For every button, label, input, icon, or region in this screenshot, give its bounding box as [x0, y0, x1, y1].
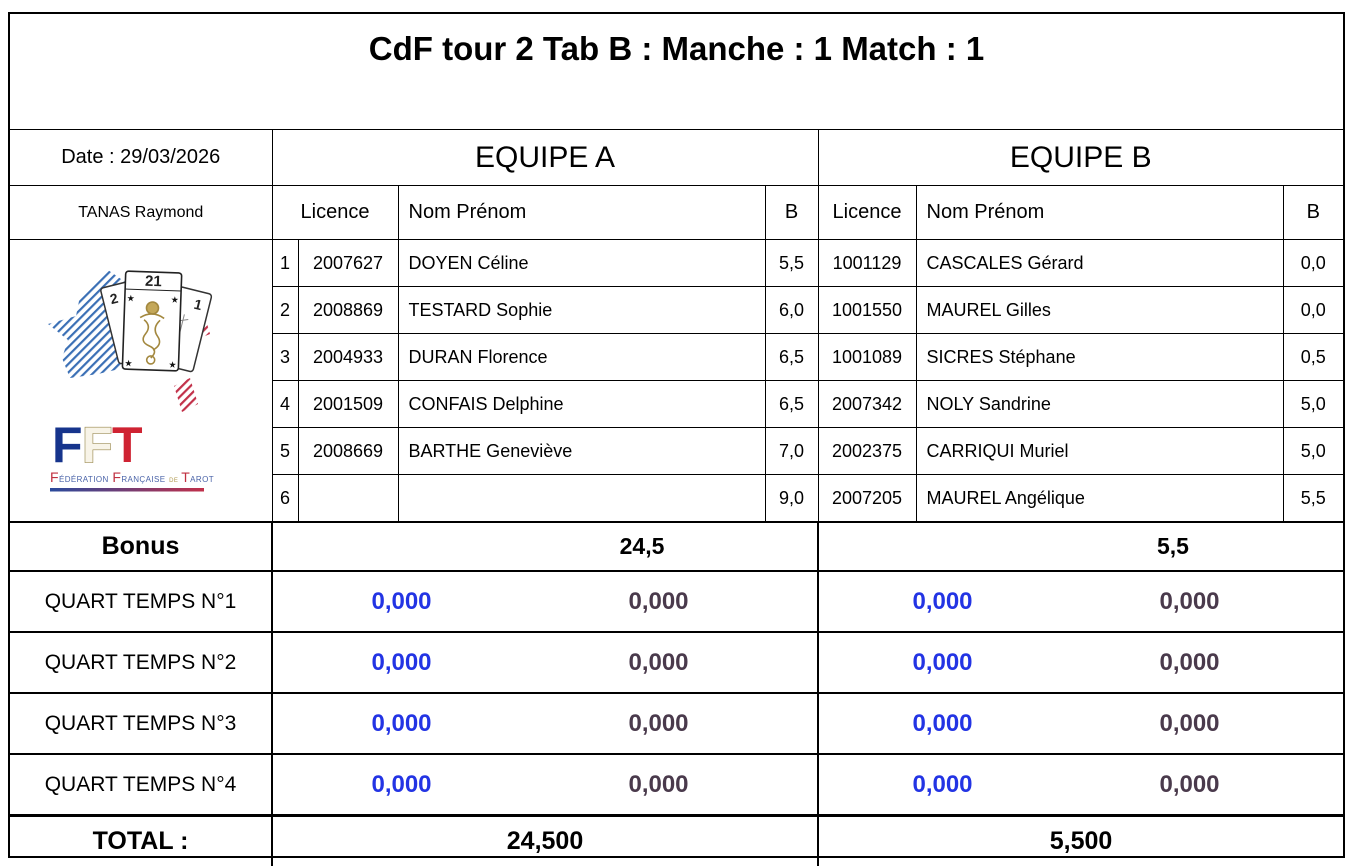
player-name-cell: CASCALES Gérard [916, 240, 1283, 287]
team-b-quarter-3-entry[interactable]: 0,000 [912, 709, 973, 737]
team-b-quarter-2-entry[interactable]: 0,000 [912, 648, 973, 676]
score-table [10, 130, 1343, 866]
player-name-cell: NOLY Sandrine [916, 381, 1283, 428]
team-a-quarter-2-entry[interactable]: 0,000 [371, 648, 432, 676]
b-value-cell: 6,5 [765, 381, 818, 428]
page-title: CdF tour 2 Tab B : Manche : 1 Match : 1 [368, 30, 985, 67]
fft-letter-f2: F [82, 417, 113, 473]
total-label: TOTAL : [10, 816, 272, 867]
licence-cell: 2007627 [298, 240, 398, 287]
card-left-number: 2 [108, 289, 120, 308]
team-b-bonus-cell [818, 522, 1343, 571]
team-b-header: EQUIPE B [818, 130, 1343, 186]
b-value-cell: 0,0 [1283, 240, 1343, 287]
card-star-tr: ★ [170, 294, 180, 305]
player-name-cell: DURAN Florence [398, 334, 765, 381]
b-value-cell: 5,0 [1283, 381, 1343, 428]
row-number-cell: 6 [272, 475, 298, 523]
b-value-cell: 0,0 [1283, 287, 1343, 334]
card-star-bl: ★ [124, 358, 133, 369]
player-name-cell: BARTHE Geneviève [398, 428, 765, 475]
team-b-quarter-1-cell [818, 571, 1343, 632]
licence-cell: 2001509 [298, 381, 398, 428]
federation-wordmark: Fédération Française de Tarot [50, 469, 214, 485]
player-name-cell: MAUREL Gilles [916, 287, 1283, 334]
team-a-quarter-2-cumul[interactable]: 0,000 [628, 648, 689, 676]
team-a-quarter-3-entry[interactable]: 0,000 [371, 709, 432, 737]
bonus-label: Bonus [10, 522, 272, 571]
team-b-licence-header: Licence [818, 186, 916, 240]
team-a-name-header: Nom Prénom [398, 186, 765, 240]
team-b-name-header: Nom Prénom [916, 186, 1283, 240]
licence-cell: 1001089 [818, 334, 916, 381]
team-b-total-value: 5,500 [818, 816, 1343, 867]
licence-cell: 2007205 [818, 475, 916, 523]
card-middle-number: 21 [144, 272, 163, 291]
row-number-cell: 2 [272, 287, 298, 334]
player-name-cell: CONFAIS Delphine [398, 381, 765, 428]
team-a-licence-header: Licence [272, 186, 398, 240]
team-b-quarter-4-cell [818, 754, 1343, 816]
team-a-quarter-1-cell [272, 571, 818, 632]
quarter-3-label: QUART TEMPS N°3 [10, 693, 272, 754]
team-b-quarter-3-cell [818, 693, 1343, 754]
licence-cell: 1001550 [818, 287, 916, 334]
team-a-bonus-value: 24,5 [619, 533, 665, 559]
row-number-cell: 5 [272, 428, 298, 475]
fft-letter-t: T [112, 417, 143, 473]
player-name-cell: SICRES Stéphane [916, 334, 1283, 381]
fft-logo [46, 266, 224, 504]
gradient-underline [50, 488, 204, 492]
b-value-cell: 5,5 [1283, 475, 1343, 523]
card-right-number: 1 [192, 295, 204, 314]
team-a-total-value: 24,500 [272, 816, 818, 867]
team-b-b-header: B [1283, 186, 1343, 240]
team-b-quarter-1-entry[interactable]: 0,000 [912, 587, 973, 615]
b-value-cell: 5,5 [765, 240, 818, 287]
team-a-quarter-1-entry[interactable]: 0,000 [371, 587, 432, 615]
date-cell: Date : 29/03/2026 [10, 130, 272, 186]
team-b-bonus-value: 5,5 [1157, 533, 1189, 559]
b-value-cell: 9,0 [765, 475, 818, 523]
licence-cell [298, 475, 398, 523]
team-a-bonus-cell [272, 522, 818, 571]
team-a-quarter-1-cumul[interactable]: 0,000 [628, 587, 689, 615]
b-value-cell: 6,0 [765, 287, 818, 334]
b-value-cell: 6,5 [765, 334, 818, 381]
row-number-cell: 4 [272, 381, 298, 428]
licence-cell: 2007342 [818, 381, 916, 428]
red-hatch-patch [174, 378, 198, 412]
team-b-quarter-1-cumul[interactable]: 0,000 [1159, 587, 1220, 615]
b-value-cell: 0,5 [1283, 334, 1343, 381]
team-a-header: EQUIPE A [272, 130, 818, 186]
quarter-4-label: QUART TEMPS N°4 [10, 754, 272, 816]
tarot-card-middle [122, 271, 181, 371]
fft-logo-cell [10, 240, 272, 523]
team-a-quarter-4-entry[interactable]: 0,000 [371, 770, 432, 798]
player-name-cell: CARRIQUI Muriel [916, 428, 1283, 475]
quarter-1-label: QUART TEMPS N°1 [10, 571, 272, 632]
team-b-quarter-4-cumul[interactable]: 0,000 [1159, 770, 1220, 798]
team-a-quarter-3-cumul[interactable]: 0,000 [628, 709, 689, 737]
player-name-cell: TESTARD Sophie [398, 287, 765, 334]
player-name-cell [398, 475, 765, 523]
player-name-cell: DOYEN Céline [398, 240, 765, 287]
licence-cell: 2008869 [298, 287, 398, 334]
team-a-quarter-4-cell [272, 754, 818, 816]
team-b-quarter-4-entry[interactable]: 0,000 [912, 770, 973, 798]
score-sheet [8, 12, 1345, 858]
team-b-quarter-2-cumul[interactable]: 0,000 [1159, 648, 1220, 676]
team-b-quarter-2-cell [818, 632, 1343, 693]
team-a-quarter-3-cell [272, 693, 818, 754]
player-name-cell: MAUREL Angélique [916, 475, 1283, 523]
referee-cell: TANAS Raymond [10, 186, 272, 240]
licence-cell: 2002375 [818, 428, 916, 475]
fft-letters [52, 417, 143, 473]
card-star-br: ★ [168, 359, 177, 370]
fft-letter-f1: F [52, 417, 83, 473]
title-block [10, 14, 1343, 130]
licence-cell: 2004933 [298, 334, 398, 381]
licence-cell: 1001129 [818, 240, 916, 287]
row-number-cell: 3 [272, 334, 298, 381]
licence-cell: 2008669 [298, 428, 398, 475]
team-a-quarter-2-cell [272, 632, 818, 693]
quarter-2-label: QUART TEMPS N°2 [10, 632, 272, 693]
team-b-quarter-3-cumul[interactable]: 0,000 [1159, 709, 1220, 737]
b-value-cell: 5,0 [1283, 428, 1343, 475]
b-value-cell: 7,0 [765, 428, 818, 475]
row-number-cell: 1 [272, 240, 298, 287]
team-a-quarter-4-cumul[interactable]: 0,000 [628, 770, 689, 798]
team-a-b-header: B [765, 186, 818, 240]
card-star-tl: ★ [126, 293, 136, 304]
